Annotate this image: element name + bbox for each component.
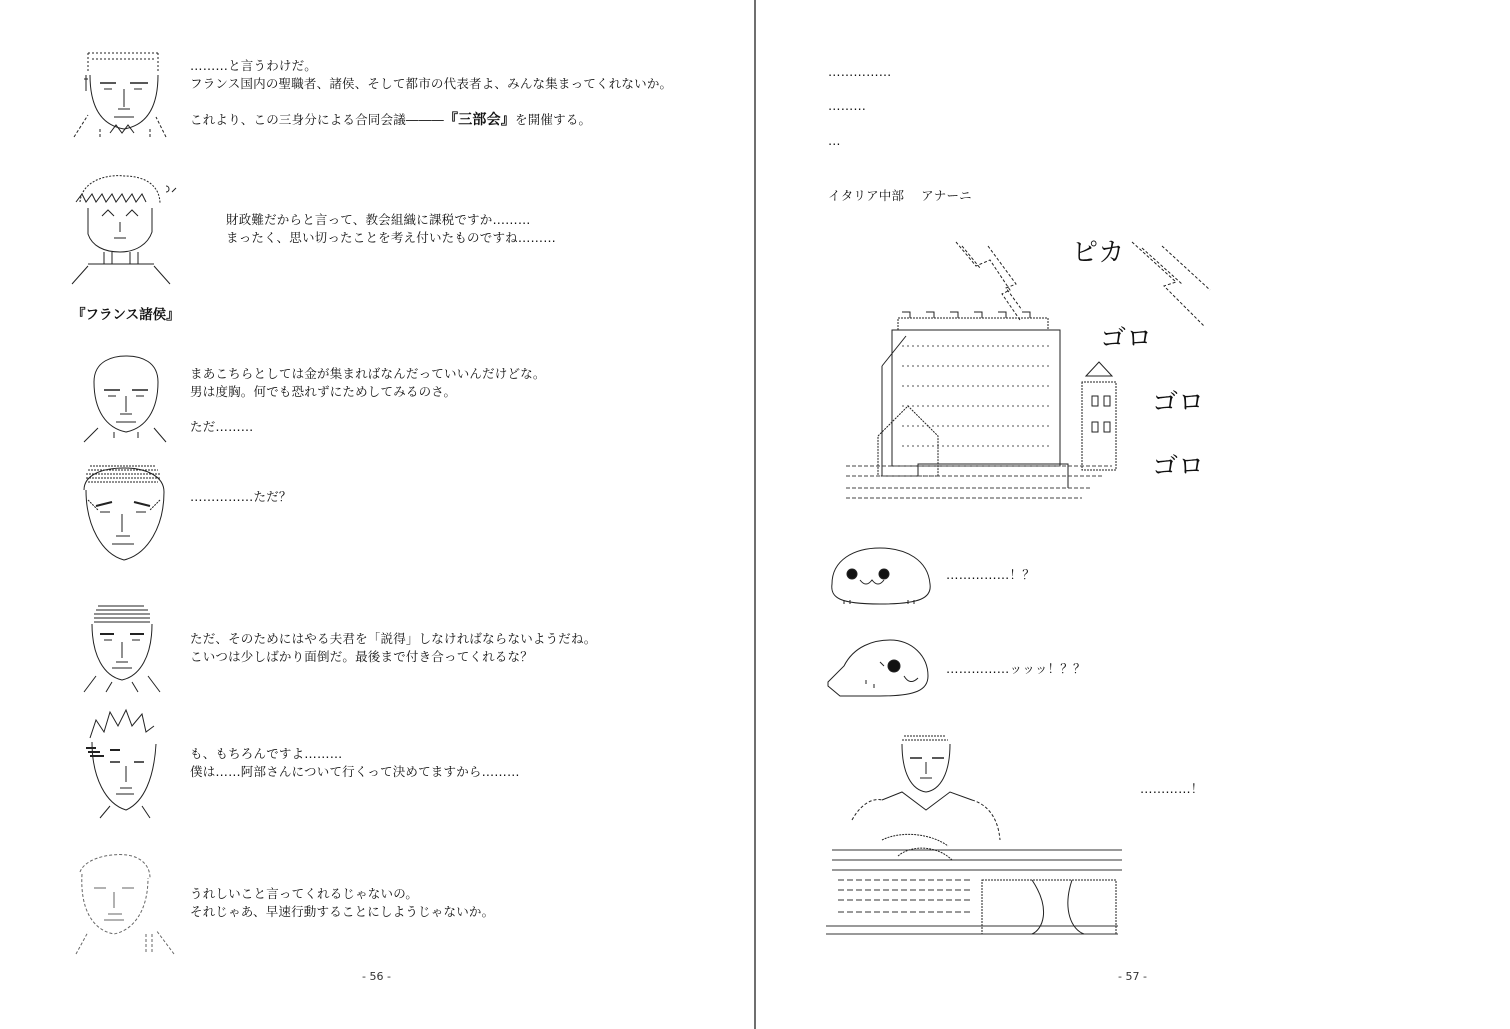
cleric-face-icon xyxy=(68,172,183,287)
sketched-man-face-icon xyxy=(66,852,181,957)
dialogue-line: それじゃあ、早速行動することにしようじゃないか。 xyxy=(190,904,495,919)
man-dialogue: …………！ xyxy=(1140,781,1204,796)
dialogue-line-three-estates xyxy=(190,111,591,129)
dialogue-line: こいつは少しばかり面倒だ。最後まで付き合ってくれるな？ xyxy=(190,649,533,664)
dialogue-line: ……………ただ？ xyxy=(190,489,292,504)
dialogue-suffix: を開催する。 xyxy=(515,112,592,127)
dialogue-line: ただ……… xyxy=(190,419,254,434)
ellipsis-line: ……… xyxy=(828,98,867,113)
right-page xyxy=(756,0,1510,1029)
headband-man-face-icon xyxy=(74,460,174,572)
ellipsis-line: … xyxy=(828,133,841,148)
dialogue-line: まあこちらとしては金が集まればなんだっていいんだけどな。 xyxy=(190,366,546,381)
dialogue-line: まったく、思い切ったことを考え付いたものですね……… xyxy=(226,230,556,245)
soldier-face-icon xyxy=(70,45,180,140)
left-page xyxy=(0,0,754,1029)
sfx-pika: ピカ xyxy=(1072,238,1125,268)
dialogue-line: うれしいこと言ってくれるじゃないの。 xyxy=(190,886,419,901)
dialogue-line: ………と言うわけだ。 xyxy=(190,58,318,73)
blob-creature-shocked-icon xyxy=(824,636,936,700)
sfx-goro-1: ゴロ xyxy=(1100,324,1153,354)
dialogue-prefix: これより、この三身分による合同会議――― xyxy=(190,112,445,127)
sfx-goro-3: ゴロ xyxy=(1152,452,1205,482)
messy-hair-youth-face-icon xyxy=(80,708,165,820)
creature-dialogue: ……………！？ xyxy=(946,567,1035,582)
estates-general-emphasis: 『三部会』 xyxy=(444,112,516,128)
dialogue-line: 財政難だからと言って、教会組織に課税ですか……… xyxy=(226,212,531,227)
blob-creature-icon xyxy=(824,544,936,608)
page-number: - 57 - xyxy=(1118,970,1147,983)
dialogue-line: 僕は……阿部さんについて行くって決めてますから……… xyxy=(190,764,520,779)
dialogue-line: も、もちろんですよ……… xyxy=(190,746,343,761)
page-number: - 56 - xyxy=(362,970,391,983)
dialogue-line: ただ、そのためにはやる夫君を「説得」しなければならないようだね。 xyxy=(190,631,597,646)
man-face-icon xyxy=(80,352,170,444)
sfx-goro-2: ゴロ xyxy=(1152,388,1205,418)
striped-hair-man-face-icon xyxy=(82,600,162,695)
dialogue-line: フランス国内の聖職者、諸侯、そして都市の代表者よ、みんな集まってくれないか。 xyxy=(190,76,673,91)
section-heading-french-lords: 『フランス諸侯』 xyxy=(72,307,180,323)
location-caption: イタリア中部 アナーニ xyxy=(828,188,972,203)
man-at-table-icon xyxy=(822,730,1122,940)
creature-dialogue: ……………ッッッ！？？ xyxy=(946,661,1086,676)
ellipsis-line: …………… xyxy=(828,64,892,79)
dialogue-line: 男は度胸。何でも恐れずにためしてみるのさ。 xyxy=(190,384,457,399)
